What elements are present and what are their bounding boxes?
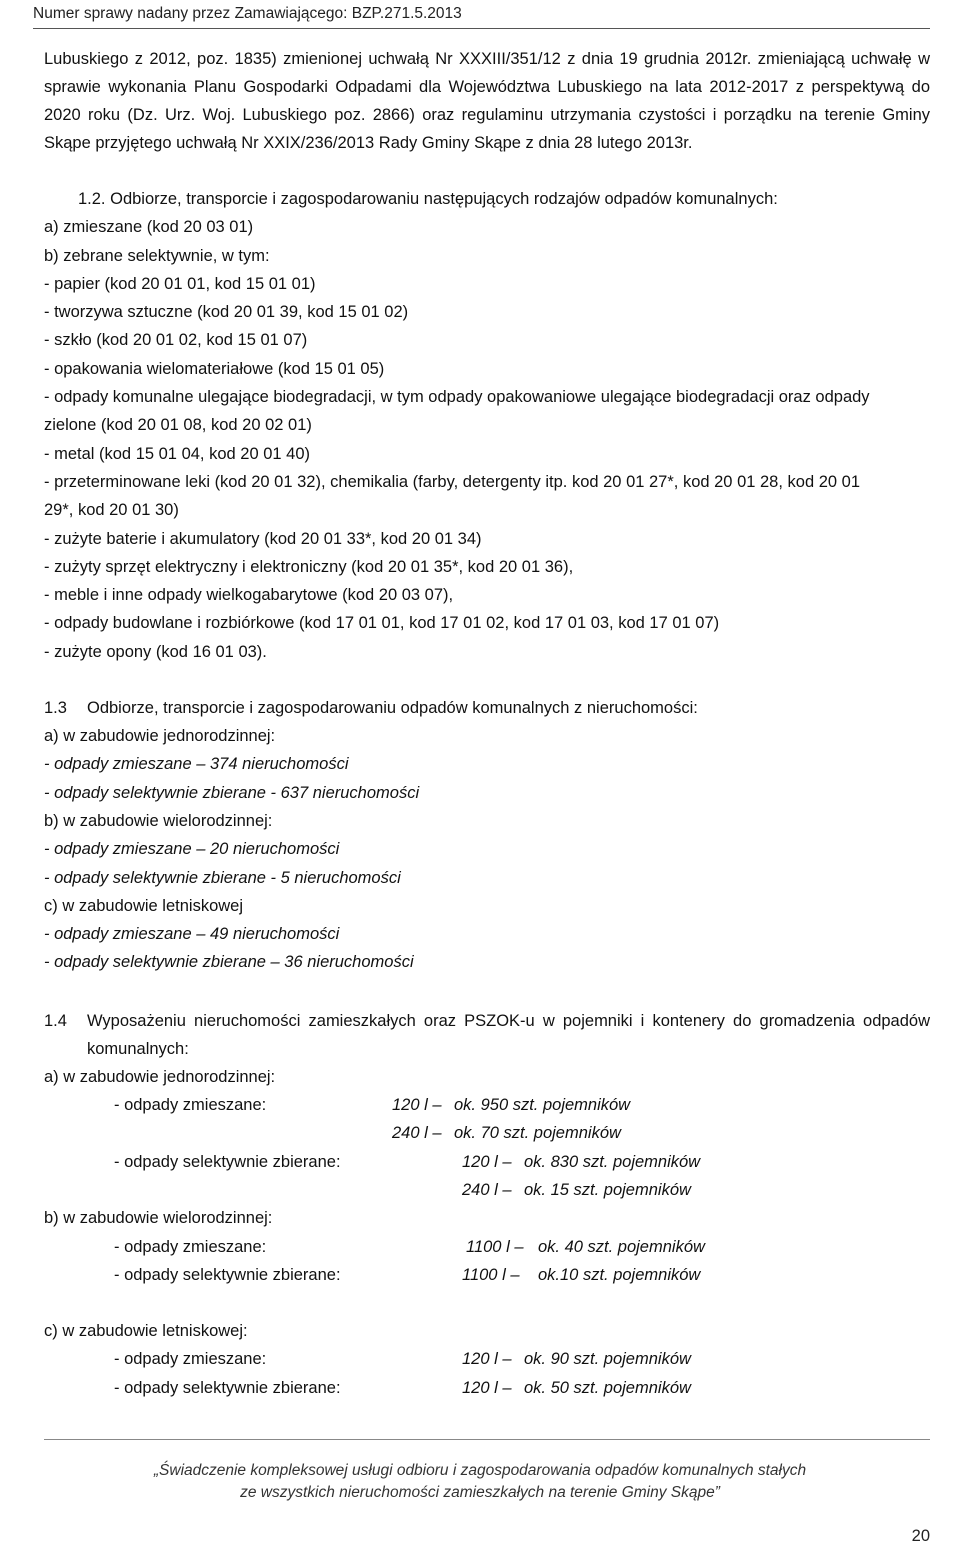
container-capacity: 1100 l – [462,1265,520,1284]
section-number: 1.4 [44,1011,67,1030]
container-capacity: 1100 l – [466,1237,524,1256]
list-item: - przeterminowane leki (kod 20 01 32), chemikalia (farby, detergenty itp. kod 20 01 27*, kod 20 01 28, kod 20 01 [44,472,861,491]
container-count: ok. 90 szt. pojemników [524,1350,691,1369]
container-row [44,1176,930,1204]
container-row [44,1148,930,1176]
waste-type: - odpady selektywnie zbierane: [114,1378,341,1397]
document-body [44,45,930,1402]
page-footer [0,1460,960,1504]
list-item: - odpady selektywnie zbierane - 5 nieruchomości [44,868,401,887]
list-item: - meble i inne odpady wielkogabarytowe (kod 20 03 07), [44,586,454,605]
group-label: b) w zabudowie wielorodzinnej: [44,811,273,830]
list-item: - zużyty sprzęt elektryczny i elektroniczny (kod 20 01 35*, kod 20 01 36), [44,557,574,576]
container-count: ok. 830 szt. pojemników [524,1152,701,1171]
list-item: - zużyte baterie i akumulatory (kod 20 01 33*, kod 20 01 34) [44,529,482,548]
group-label: a) w zabudowie jednorodzinnej: [44,1067,276,1086]
waste-type: - odpady zmieszane: [114,1237,267,1256]
container-capacity: 120 l – [462,1350,512,1369]
container-row [44,1374,930,1402]
waste-type: - odpady zmieszane: [114,1096,267,1115]
list-item: - odpady selektywnie zbierane – 36 nieruchomości [44,953,414,972]
header-text: Numer sprawy nadany przez Zamawiającego: BZP.271.5.2013 [33,5,462,22]
footer-line-1: „Świadczenie kompleksowej usługi odbioru i zagospodarowania odpadów komunalnych stałych [153,1462,807,1479]
footer-divider [44,1439,930,1440]
list-item: - opakowania wielomateriałowe (kod 15 01 05) [44,359,385,378]
container-count: ok. 40 szt. pojemników [538,1237,705,1256]
list-item: - odpady zmieszane – 20 nieruchomości [44,840,340,859]
container-capacity: 120 l – [462,1378,512,1397]
group-label: c) w zabudowie letniskowej: [44,1322,248,1341]
group-label: b) w zabudowie wielorodzinnej: [44,1209,273,1228]
section-1-4 [44,1007,930,1402]
waste-type: - odpady selektywnie zbierane: [114,1265,341,1284]
section-heading: 1.2. Odbiorze, transporcie i zagospodarowaniu następujących rodzajów odpadów komunalnych: [78,190,778,208]
container-capacity: 240 l – [392,1124,442,1143]
container-count: ok. 950 szt. pojemników [454,1096,631,1115]
container-capacity: 240 l – [462,1180,512,1199]
container-row [44,1119,930,1147]
list-item: - odpady selektywnie zbierane - 637 nieruchomości [44,783,420,802]
page-header [33,2,930,29]
list-item: 29*, kod 20 01 30) [44,501,179,520]
footer-line-2: ze wszystkich nieruchomości zamieszkałych na terenie Gminy Skąpe” [240,1484,720,1501]
container-count: ok.10 szt. pojemników [538,1265,701,1284]
container-row [44,1345,930,1373]
list-item: - odpady budowlane i rozbiórkowe (kod 17 01 01, kod 17 01 02, kod 17 01 03, kod 17 01 07) [44,614,720,633]
container-row [44,1233,930,1261]
list-item: zielone (kod 20 01 08, kod 20 02 01) [44,416,312,435]
list-item: - odpady komunalne ulegające biodegradacji, w tym odpady opakowaniowe ulegające biodegradacji oraz odpady [44,388,870,407]
list-item: - odpady zmieszane – 49 nieruchomości [44,925,340,944]
section-1-2 [44,185,930,666]
list-item: - papier (kod 20 01 01, kod 15 01 01) [44,274,316,293]
waste-type [44,1176,462,1204]
list-item: - tworzywa sztuczne (kod 20 01 39, kod 15 01 02) [44,303,409,322]
page-number: 20 [911,1527,930,1545]
container-row [44,1261,930,1289]
section-heading: Odbiorze, transporcie i zagospodarowaniu odpadów komunalnych z nieruchomości: [87,699,698,718]
section-heading: Wyposażeniu nieruchomości zamieszkałych oraz PSZOK-u w pojemniki i kontenery do gromadzenia odpadów komunalnych: [87,1011,930,1058]
waste-type: - odpady selektywnie zbierane: [114,1152,341,1171]
container-capacity: 120 l – [392,1096,442,1115]
container-count: ok. 50 szt. pojemników [524,1378,691,1397]
section-1-3 [44,694,930,977]
list-item: b) zebrane selektywnie, w tym: [44,246,270,265]
intro-paragraph: Lubuskiego z 2012, poz. 1835) zmienionej uchwałą Nr XXXIII/351/12 z dnia 19 grudnia 2012r. zmieniającą uchwałę w sprawie wykonania Planu Gospodarki Odpadami dla Województwa Lubuskiego na lata 2012-2017 z perspektywą do 2020 roku (Dz. Urz. Woj. Lubuskiego poz. 2866) oraz regulaminu utrzymania czystości i porządku na terenie Gminy Skąpe przyjętego uchwałą Nr XXIX/236/2013 Rady Gminy Skąpe z dnia 28 lutego 2013r. [44,50,930,152]
group-label: c) w zabudowie letniskowej [44,896,244,915]
section-number: 1.3 [44,699,67,718]
list-item: a) zmieszane (kod 20 03 01) [44,218,254,237]
list-item: - szkło (kod 20 01 02, kod 15 01 07) [44,331,308,350]
list-item: - zużyte opony (kod 16 01 03). [44,642,267,661]
waste-type: - odpady zmieszane: [114,1350,267,1369]
list-item: - metal (kod 15 01 04, kod 20 01 40) [44,444,310,463]
group-label: a) w zabudowie jednorodzinnej: [44,727,276,746]
container-count: ok. 70 szt. pojemników [454,1124,621,1143]
waste-type [44,1119,392,1147]
container-capacity: 120 l – [462,1152,512,1171]
container-count: ok. 15 szt. pojemników [524,1180,691,1199]
container-row [44,1091,930,1119]
list-item: - odpady zmieszane – 374 nieruchomości [44,755,349,774]
